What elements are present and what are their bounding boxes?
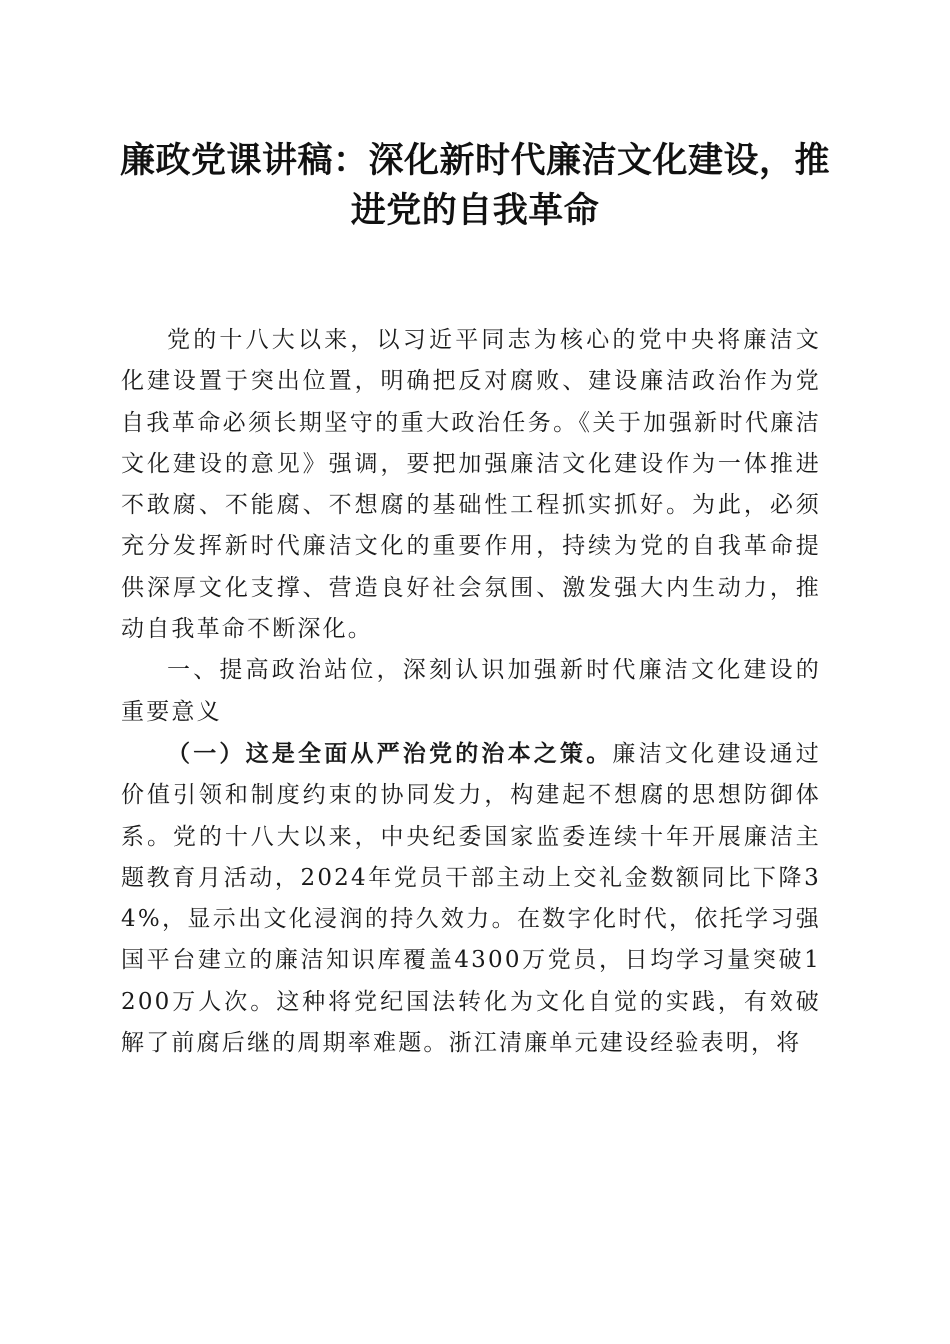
document-title: 廉政党课讲稿：深化新时代廉洁文化建设，推进党的自我革命 <box>119 141 830 231</box>
subsection-heading-1: （一）这是全面从严治党的治本之策。 <box>167 739 613 767</box>
section-heading-1 <box>121 650 821 733</box>
subsection-paragraph-1 <box>121 733 821 1064</box>
section-heading-1-text: 一、提高政治站位，深刻认识加强新时代廉洁文化建设的重要意义 <box>121 657 821 725</box>
intro-paragraph-text: 党的十八大以来，以习近平同志为核心的党中央将廉洁文化建设置于突出位置，明确把反对腐败、建设廉洁政治作为党自我革命必须长期坚守的重大政治任务。《关于加强新时代廉洁文化建设的意见》强调，要把加强廉洁文化建设作为一体推进不敢腐、不能腐、不想腐的基础性工程抓实抓好。为此，必须充分发挥新时代廉洁文化的重要作用，持续为党的自我革命提供深厚文化支撑、营造良好社会氛围、激发强大内生动力，推动自我革命不断深化。 <box>121 327 821 643</box>
document-body <box>121 320 821 1064</box>
intro-paragraph <box>121 320 821 650</box>
subsection-paragraph-1-text: 廉洁文化建设通过价值引领和制度约束的协同发力，构建起不想腐的思想防御体系。党的十八大以来，中央纪委国家监委连续十年开展廉洁主题教育月活动，2024年党员干部主动上交礼金数额同比下降34%，显示出文化浸润的持久效力。在数字化时代，依托学习强国平台建立的廉洁知识库覆盖4300万党员，日均学习量突破1200万人次。这种将党纪国法转化为文化自觉的实践，有效破解了前腐后继的周期率难题。浙江清廉单元建设经验表明，将 <box>121 740 821 1057</box>
